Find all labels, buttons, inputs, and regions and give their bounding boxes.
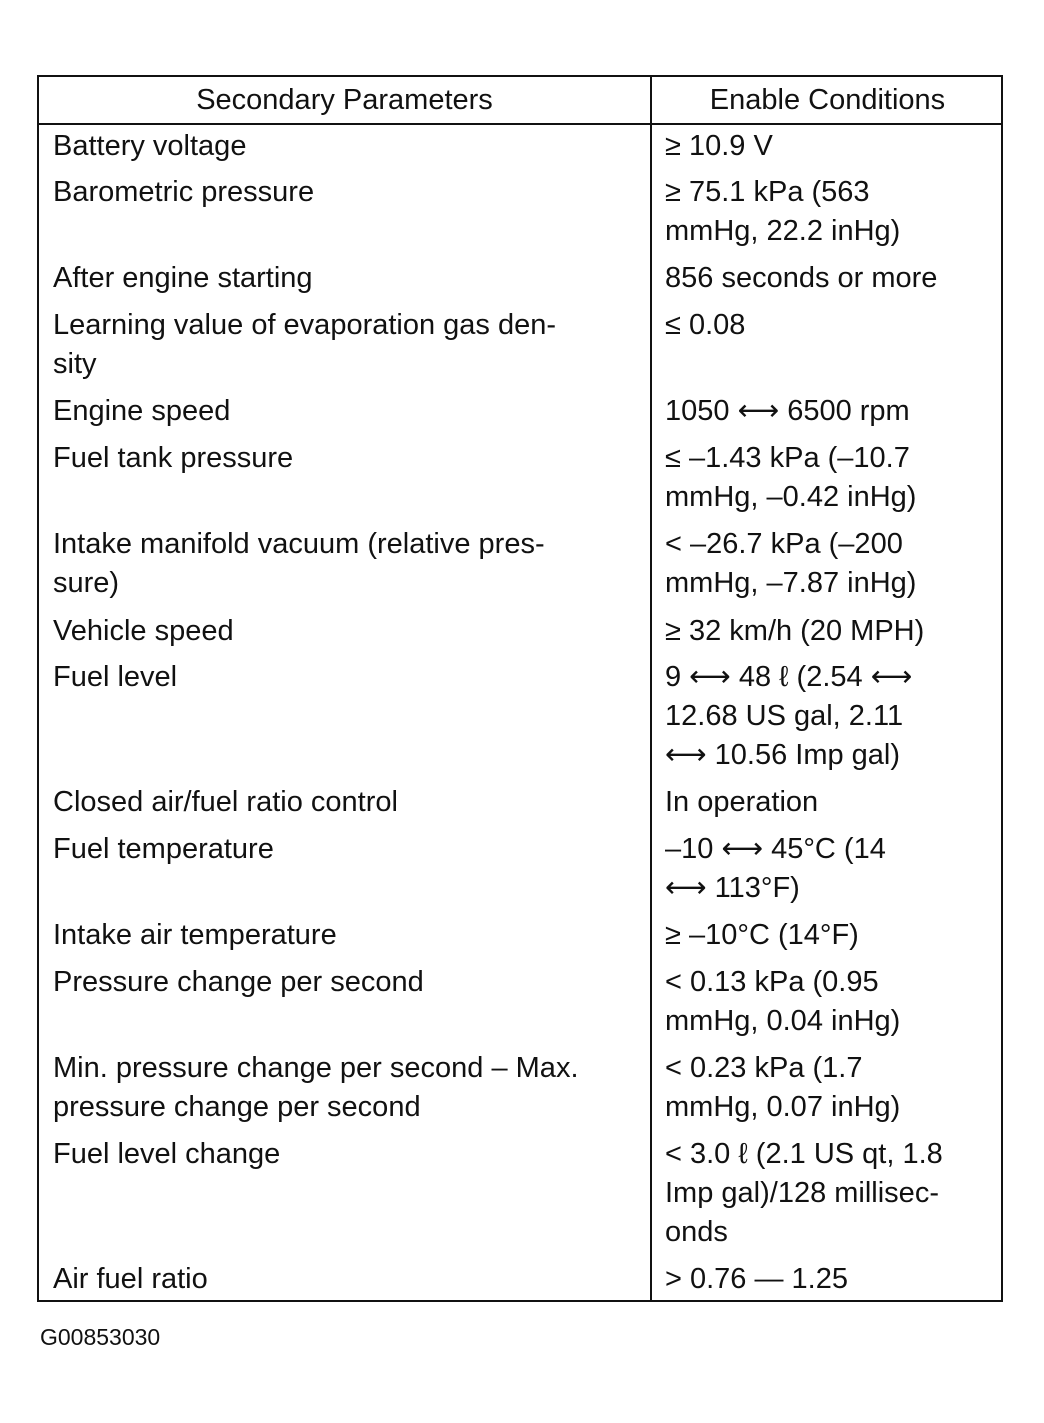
param-engine-speed: Engine speed	[53, 395, 231, 427]
cond-pressure-change-per-second: < 0.13 kPa (0.95 mmHg, 0.04 inHg)	[665, 966, 901, 1037]
header-divider	[39, 123, 1001, 125]
param-intake-manifold-vacuum: Intake manifold vacuum (relative pres- sure)	[53, 528, 545, 599]
cond-engine-speed: 1050 ⟷ 6500 rpm	[665, 395, 910, 427]
param-learning-value: Learning value of evaporation gas den- sity	[53, 309, 557, 380]
cond-intake-air-temperature: ≥ –10°C (14°F)	[665, 919, 859, 951]
cond-air-fuel-ratio: > 0.76 — 1.25	[665, 1263, 848, 1295]
param-air-fuel-ratio: Air fuel ratio	[53, 1263, 208, 1295]
cond-min-max-pressure-change: < 0.23 kPa (1.7 mmHg, 0.07 inHg)	[665, 1052, 901, 1123]
param-fuel-level: Fuel level	[53, 661, 178, 693]
param-fuel-tank-pressure: Fuel tank pressure	[53, 442, 294, 474]
header-enable-conditions: Enable Conditions	[709, 84, 946, 116]
param-fuel-level-change: Fuel level change	[53, 1138, 281, 1170]
cond-learning-value: ≤ 0.08	[665, 309, 746, 341]
param-barometric-pressure: Barometric pressure	[53, 176, 315, 208]
cond-battery-voltage: ≥ 10.9 V	[665, 130, 773, 162]
param-fuel-temperature: Fuel temperature	[53, 833, 274, 865]
cond-after-engine-starting: 856 seconds or more	[665, 262, 938, 294]
cond-closed-air-fuel-ratio-control: In operation	[665, 786, 819, 818]
param-vehicle-speed: Vehicle speed	[53, 615, 234, 647]
header-secondary-parameters: Secondary Parameters	[196, 84, 493, 116]
param-min-max-pressure-change: Min. pressure change per second – Max. pressure change per second	[53, 1052, 579, 1123]
cond-fuel-temperature: –10 ⟷ 45°C (14 ⟷ 113°F)	[665, 833, 886, 904]
conditions-table	[37, 75, 1003, 1302]
cond-fuel-level-change: < 3.0 ℓ (2.1 US qt, 1.8 Imp gal)/128 millisec- onds	[665, 1138, 943, 1248]
column-divider	[650, 77, 652, 1300]
param-battery-voltage: Battery voltage	[53, 130, 247, 162]
cond-vehicle-speed: ≥ 32 km/h (20 MPH)	[665, 615, 925, 647]
figure-id: G00853030	[40, 1324, 161, 1350]
cond-fuel-tank-pressure: ≤ –1.43 kPa (–10.7 mmHg, –0.42 inHg)	[665, 442, 917, 513]
cond-fuel-level: 9 ⟷ 48 ℓ (2.54 ⟷ 12.68 US gal, 2.11 ⟷ 10.56 Imp gal)	[665, 661, 913, 771]
param-after-engine-starting: After engine starting	[53, 262, 313, 294]
param-intake-air-temperature: Intake air temperature	[53, 919, 337, 951]
param-pressure-change-per-second: Pressure change per second	[53, 966, 424, 998]
cond-barometric-pressure: ≥ 75.1 kPa (563 mmHg, 22.2 inHg)	[665, 176, 901, 247]
cond-intake-manifold-vacuum: < –26.7 kPa (–200 mmHg, –7.87 inHg)	[665, 528, 917, 599]
param-closed-air-fuel-ratio-control: Closed air/fuel ratio control	[53, 786, 398, 818]
